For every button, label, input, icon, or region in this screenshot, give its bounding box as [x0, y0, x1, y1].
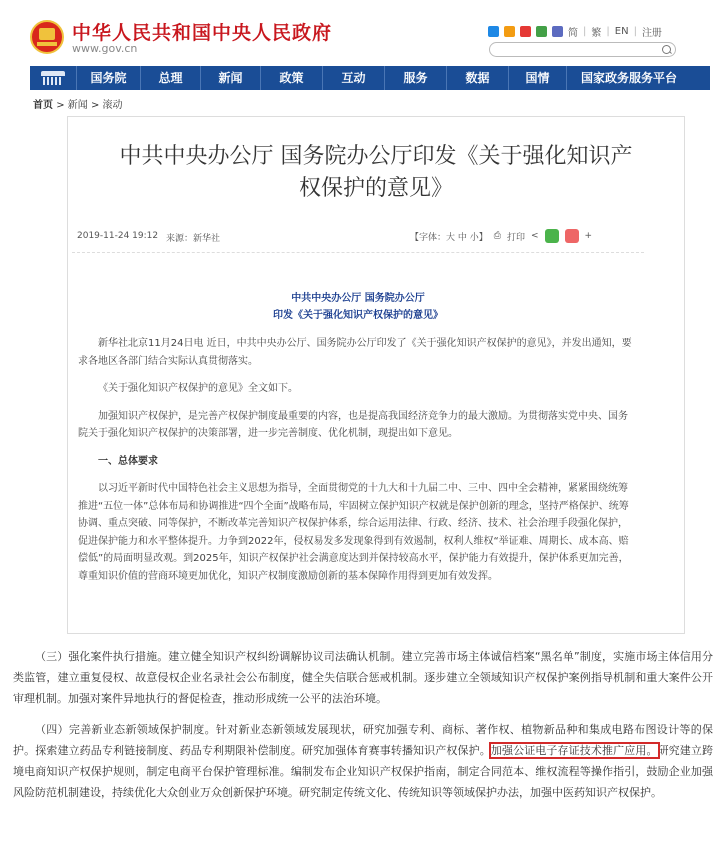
- site-url[interactable]: www.gov.cn: [72, 42, 138, 55]
- weibo-icon[interactable]: [520, 26, 531, 37]
- source-label: 来源：: [166, 234, 194, 244]
- nav-item-interaction[interactable]: 互动: [323, 66, 385, 90]
- breadcrumb: [33, 96, 123, 111]
- nav-item-national-conditions[interactable]: 国情: [509, 66, 567, 90]
- nav-item-gov-service-platform[interactable]: 国家政务服务平台: [580, 71, 677, 85]
- nav-item-services[interactable]: 服务: [385, 66, 447, 90]
- article-paragraph: 《关于强化知识产权保护的意见》全文如下。: [98, 383, 298, 394]
- article-title-line: 中共中央办公厅 国务院办公厅印发《关于强化知识产: [119, 144, 633, 169]
- nav-item-data[interactable]: 数据: [447, 66, 509, 90]
- nav-item-news[interactable]: 新闻: [201, 66, 261, 90]
- site-title[interactable]: 中华人民共和国中央人民政府: [72, 22, 333, 44]
- wechat-icon[interactable]: [536, 26, 547, 37]
- nav-item-state-council[interactable]: 国务院: [77, 66, 141, 90]
- lang-simplified-link[interactable]: 简: [568, 28, 578, 39]
- print-link[interactable]: 打印: [506, 232, 525, 243]
- breadcrumb-home-link[interactable]: 首页: [33, 100, 53, 111]
- weibo-share-icon[interactable]: [565, 229, 579, 243]
- national-emblem-icon[interactable]: [30, 20, 64, 54]
- share-icon[interactable]: <: [530, 231, 539, 241]
- register-link[interactable]: 注册: [641, 28, 662, 39]
- divider: [72, 252, 644, 254]
- article-subhead: [72, 290, 644, 324]
- font-size-control[interactable]: 【字体：大 中 小】: [410, 232, 488, 243]
- breadcrumb-separator: >: [90, 100, 100, 111]
- article-source: [166, 231, 220, 244]
- article-paragraph: 加强知识产权保护，是完善产权保护制度最重要的内容，也是提高我国经济竞争力的最大激励。为贯彻落实党中央、国务院关于强化知识产权保护的决策部署，进一步完善制度、优化机制，现提出如下意见。: [78, 410, 628, 439]
- subhead-line: 中共中央办公厅 国务院办公厅: [291, 293, 425, 304]
- app-icon[interactable]: [552, 26, 563, 37]
- highlighted-phrase: 加强公证电子存证技术推广应用。: [490, 744, 658, 757]
- nav-item-policy[interactable]: 政策: [261, 66, 323, 90]
- rss-icon[interactable]: [504, 26, 515, 37]
- site-header: [0, 0, 717, 66]
- tiananmen-home-icon: [39, 71, 67, 85]
- article-paragraph: 新华社北京11月24日电 近日，中共中央办公厅、国务院办公厅印发了《关于强化知识产权保护的意见》，并发出通知，要求各地区各部门结合实际认真贯彻落实。: [78, 338, 632, 367]
- lang-traditional-link[interactable]: 繁: [591, 28, 602, 39]
- nav-item-premier[interactable]: 总理: [141, 66, 201, 90]
- excerpt-text: 研究建立跨境电商知识产权保护规则，制定电商平台保护管理标准。编制发布企业知识产权保护指南，制定合同范本、维权流程等操作指引，鼓励企业加强风险防范机制建设，持续优化大众创业万众创新保护环境。研究制定传统文化、传统知识等领域保护办法，加强中医药知识产权保护。: [13, 744, 714, 799]
- article-body: [78, 335, 632, 595]
- divider: |: [633, 26, 637, 37]
- main-nav: [30, 66, 710, 90]
- breadcrumb-separator: >: [56, 100, 65, 111]
- print-icon[interactable]: ⎙: [493, 231, 501, 241]
- article-tools: [410, 229, 592, 243]
- excerpt-paragraph: （三）强化案件执行措施。建立健全知识产权纠纷调解协议司法确认机制。建立完善市场主体诚信档案“黑名单”制度，实施市场主体信用分类监管，建立重复侵权、故意侵权企业名录社会公布制度，健全失信联合惩戒机制。逐步建立全领域知识产权保护案例指导机制和重大案件公开审理机制。加强对案件异地执行的督促检查，推动形成统一公平的法治环境。: [13, 650, 713, 705]
- excerpt-paragraph: [13, 719, 713, 803]
- search-input[interactable]: [489, 42, 676, 57]
- search-icon[interactable]: [662, 45, 671, 54]
- divider: |: [583, 26, 587, 37]
- excerpt-text: （四）完善新业态新领域保护制度。针对新业态新领域发展现状，研究加强专利、商标、著作权、植物新品种和集成电路布图设计等的保护。探索建立药品专利链接制度、药品专利期限补偿制度。研究加强体育赛事转播知识产权保护。: [13, 723, 713, 757]
- subhead-line: 印发《关于强化知识产权保护的意见》: [273, 310, 443, 321]
- publish-date: 2019-11-24 19:12: [77, 231, 159, 241]
- breadcrumb-rolling-link[interactable]: 滚动: [102, 100, 123, 111]
- breadcrumb-news-link[interactable]: 新闻: [67, 100, 88, 111]
- excerpt-section: [13, 646, 713, 813]
- article-title: [72, 141, 680, 205]
- source-name: 新华社: [193, 234, 221, 244]
- article-paragraph: 以习近平新时代中国特色社会主义思想为指导，全面贯彻党的十九大和十九届二中、三中、四中全会精神，紧紧围绕统筹推进“五位一体”总体布局和协调推进“四个全面”战略布局，牢固树立保护知识产权就是保护创新的理念，坚持严格保护、统筹协调、重点突破、同等保护，不断改革完善知识产权保护体系，综合运用法律、行政、经济、技术、社会治理手段强化保护，促进保护能力和水平整体提升。力争到2022年，侵权易发多发现象得到有效遏制，权利人维权“举证难、周期长、成本高、赔偿低”的局面明显改观。到2025年，知识产权保护社会满意度达到并保持较高水平，保护能力有效提升，保护体系更加完善，尊重知识价值的营商环境更加优化，知识产权制度激励创新的基本保障作用得到更加有效发挥。: [78, 483, 629, 582]
- utility-bar: [488, 24, 662, 39]
- more-share-icon[interactable]: +: [584, 231, 593, 241]
- nav-home-button[interactable]: [30, 66, 77, 90]
- article-title-line: 权保护的意见》: [298, 176, 453, 201]
- mobile-icon[interactable]: [488, 26, 499, 37]
- section-heading: 一、总体要求: [98, 455, 158, 467]
- lang-english-link[interactable]: EN: [614, 26, 629, 37]
- divider: |: [606, 26, 610, 37]
- wechat-share-icon[interactable]: [545, 229, 559, 243]
